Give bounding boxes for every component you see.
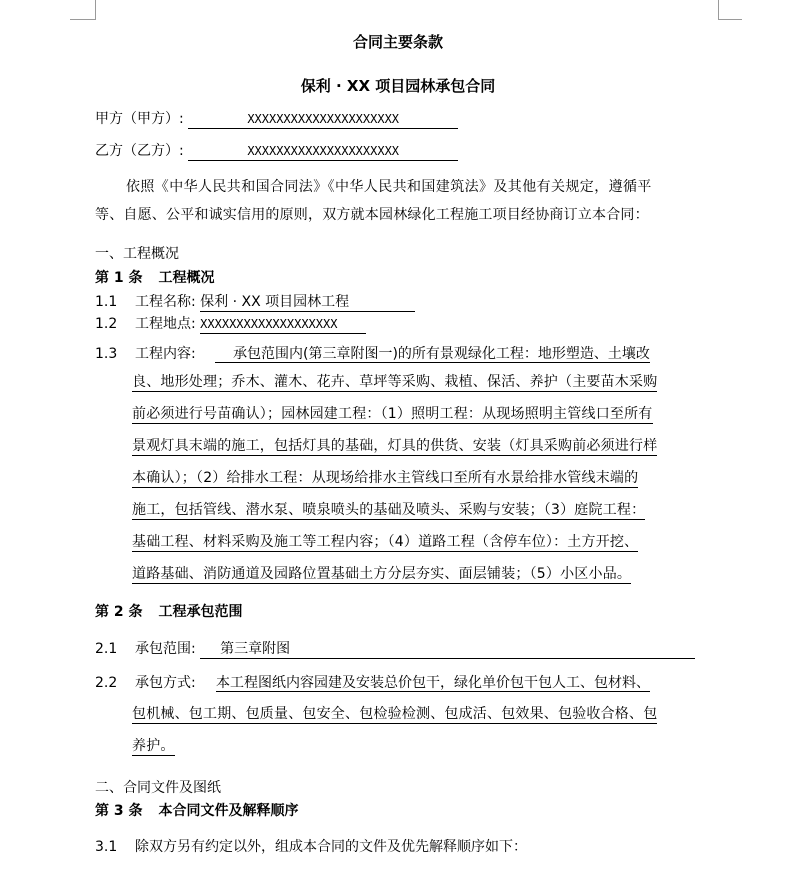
clause-1-1	[95, 293, 415, 312]
party-a-label: 甲方（甲方）:	[95, 111, 184, 127]
clause-1-2	[95, 315, 366, 334]
clause-number: 3.1	[95, 839, 118, 855]
article-number: 第 2 条	[95, 604, 143, 620]
article-title: 本合同文件及解释顺序	[158, 803, 299, 819]
clause-text: 本工程图纸内容园建及安装总价包干，绿化单价包干包人工、包材料、	[216, 675, 650, 691]
party-b-value: XXXXXXXXXXXXXXXXXXXXX	[188, 143, 458, 161]
clause-line: 包机械、包工期、包质量、包安全、包检验检测、包成活、包效果、包验收合格、包	[132, 706, 658, 722]
clause-line: 良、地形处理；乔木、灌木、花卉、草坪等采购、栽植、保活、养护（主要苗木采购	[132, 374, 658, 390]
clause-2-2-head	[95, 674, 196, 692]
project-name-value: 保利 · XX 项目园林工程	[200, 294, 415, 312]
scope-value: 第三章附图	[200, 641, 695, 659]
article-2-heading	[95, 603, 243, 621]
clause-label: 承包方式:	[135, 675, 196, 691]
clause-1-3-body	[132, 370, 722, 594]
clause-3-1	[95, 838, 527, 856]
article-number: 第 3 条	[95, 803, 143, 819]
crop-mark	[95, 0, 96, 20]
clause-line: 前必须进行号苗确认）；园林园建工程：（1）照明工程：从现场照明主管线口至所有	[132, 406, 653, 422]
clause-2-1	[95, 640, 695, 659]
clause-2-2-body	[132, 702, 722, 766]
article-number: 第 1 条	[95, 270, 143, 286]
clause-line: 养护。	[132, 738, 175, 754]
clause-1-3-line	[215, 345, 650, 363]
clause-text: 承包范围内(第三章附图一)的所有景观绿化工程：地形塑造、土壤改	[215, 346, 650, 363]
clause-line: 本确认）；（2）给排水工程：从现场给排水主管线口至所有水景给排水管线末端的	[132, 470, 639, 486]
party-b-row	[95, 142, 458, 161]
party-a-value: XXXXXXXXXXXXXXXXXXXXX	[188, 111, 458, 129]
crop-mark	[70, 19, 96, 20]
clause-number: 1.3	[95, 346, 118, 362]
party-a-row	[95, 110, 458, 129]
crop-mark	[718, 0, 719, 20]
contract-title: 保利 · XX 项目园林承包合同	[300, 77, 496, 95]
clause-number: 2.1	[95, 641, 118, 657]
section-heading-2: 二、合同文件及图纸	[95, 780, 221, 796]
clause-2-2-line	[216, 674, 650, 692]
intro-line-1: 依照《中华人民共和国合同法》《中华人民共和国建筑法》及其他有关规定，遵循平	[126, 179, 652, 195]
clause-number: 1.1	[95, 294, 118, 310]
clause-label: 承包范围:	[135, 641, 196, 657]
intro-line-2: 等、自愿、公平和诚实信用的原则，双方就本园林绿化工程施工项目经协商订立本合同：	[95, 207, 649, 223]
project-location-value: XXXXXXXXXXXXXXXXXXX	[200, 316, 366, 334]
clause-line: 道路基础、消防通道及园路位置基础土方分层夯实、面层铺装；（5）小区小品。	[132, 566, 632, 582]
clause-line: 施工，包括管线、潜水泵、喷泉喷头的基础及喷头、采购与安装；（3）庭院工程：	[132, 502, 646, 518]
doc-heading: 合同主要条款	[352, 33, 443, 51]
clause-label: 工程地点:	[135, 316, 196, 332]
clause-line: 基础工程、材料采购及施工等工程内容；（4）道路工程（含停车位）：土方开挖、	[132, 534, 639, 550]
clause-label: 工程名称:	[135, 294, 196, 310]
section-heading-1: 一、工程概况	[95, 246, 179, 262]
party-b-label: 乙方（乙方）:	[95, 143, 184, 159]
clause-text: 除双方另有约定以外，组成本合同的文件及优先解释顺序如下：	[135, 839, 527, 855]
article-title: 工程承包范围	[158, 604, 243, 620]
clause-label: 工程内容:	[135, 346, 196, 362]
article-1-heading	[95, 269, 215, 287]
article-3-heading	[95, 802, 299, 820]
crop-mark	[718, 19, 742, 20]
article-title: 工程概况	[158, 270, 215, 286]
clause-number: 1.2	[95, 316, 118, 332]
clause-1-3-head	[95, 345, 196, 363]
clause-number: 2.2	[95, 675, 118, 691]
clause-line: 景观灯具末端的施工，包括灯具的基础，灯具的供货、安装（灯具采购前必须进行样	[132, 438, 658, 454]
